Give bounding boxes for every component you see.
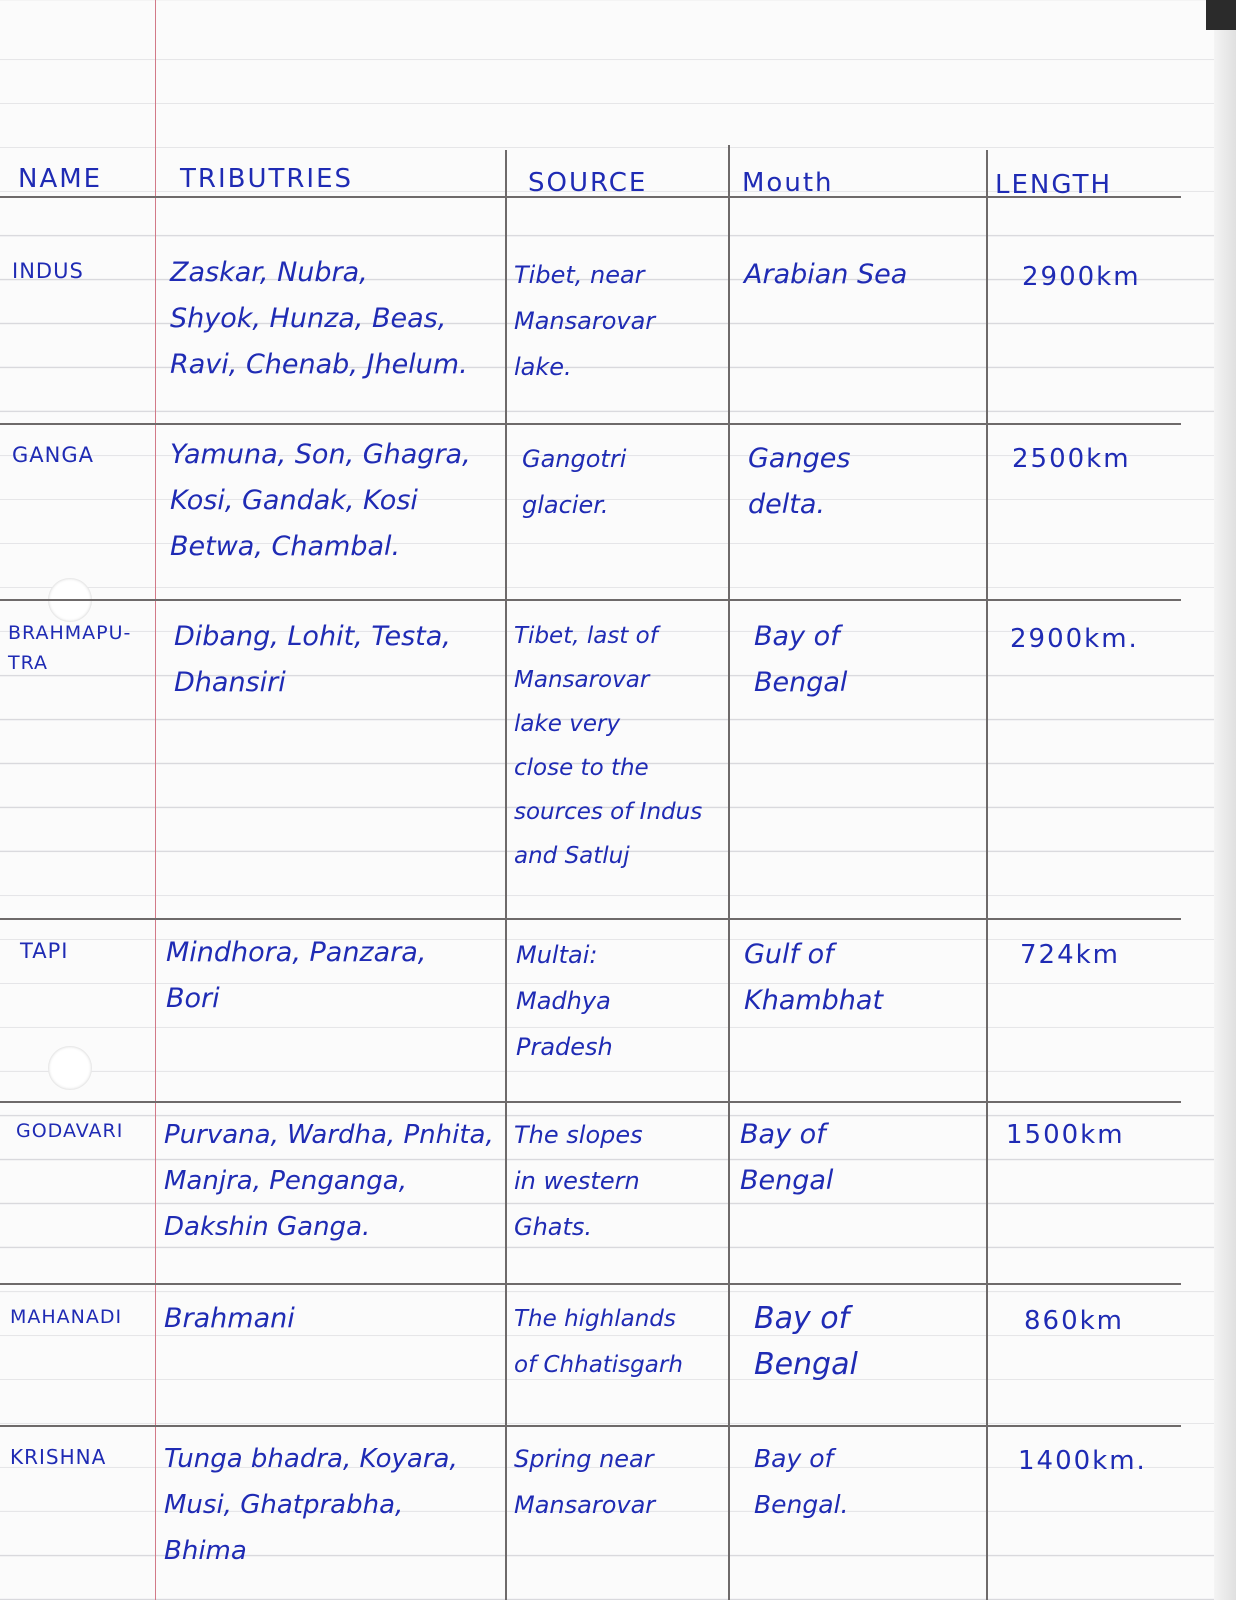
column-divider <box>986 150 988 1600</box>
header-tributaries: TRIBUTRIES <box>180 164 354 194</box>
mouth-cell: Gulf of Khambhat <box>744 939 884 1016</box>
header-length: LENGTH <box>995 170 1113 200</box>
source-cell: Gangotri glacier. <box>522 445 627 519</box>
tributaries-cell: Tunga bhadra, Koyara, Musi, Ghatprabha, Bhima <box>164 1444 458 1566</box>
length-cell: 724km <box>1020 940 1121 970</box>
mouth-cell: Bay of Bengal. <box>754 1444 849 1519</box>
row-divider <box>0 918 1181 920</box>
row-divider <box>0 599 1181 601</box>
source-cell: The slopes in western Ghats. <box>514 1121 643 1241</box>
mouth-cell: Bay of Bengal <box>740 1119 834 1196</box>
page-corner <box>1206 0 1236 30</box>
punch-hole <box>48 1046 92 1090</box>
river-name: INDUS <box>12 259 84 283</box>
row-divider <box>0 423 1181 425</box>
mouth-cell: Bay of Bengal <box>754 621 848 698</box>
row-divider <box>0 1425 1181 1427</box>
page-edge-shadow <box>1214 0 1236 1600</box>
header-source: SOURCE <box>528 168 648 198</box>
tributaries-cell: Mindhora, Panzara, Bori <box>166 937 427 1014</box>
river-name: GODAVARI <box>16 1120 124 1142</box>
length-cell: 2900km. <box>1010 624 1139 654</box>
length-cell: 1500km <box>1006 1120 1125 1150</box>
tributaries-cell: Zaskar, Nubra, Shyok, Hunza, Beas, Ravi, Chenab, Jhelum. <box>170 257 468 380</box>
column-divider <box>505 150 507 1600</box>
tributaries-cell: Yamuna, Son, Ghagra, Kosi, Gandak, Kosi Betwa, Chambal. <box>170 439 471 562</box>
river-name: GANGA <box>12 443 94 467</box>
river-name: TAPI <box>20 939 69 963</box>
source-cell: Multai: Madhya Pradesh <box>516 941 613 1061</box>
row-divider <box>0 1283 1181 1285</box>
length-cell: 2500km <box>1012 444 1131 474</box>
margin-line <box>155 0 156 1600</box>
river-name: MAHANADI <box>10 1306 123 1328</box>
tributaries-cell: Dibang, Lohit, Testa, Dhansiri <box>174 621 451 698</box>
source-cell: Tibet, last of Mansarovar lake very close to the sources of Indus and Satluj <box>514 623 703 869</box>
tributaries-cell: Purvana, Wardha, Pnhita, Manjra, Penganga, Dakshin Ganga. <box>164 1120 494 1242</box>
length-cell: 1400km. <box>1018 1446 1147 1476</box>
source-cell: The highlands of Chhatisgarh <box>514 1306 683 1378</box>
source-cell: Tibet, near Mansarovar lake. <box>514 261 656 381</box>
length-cell: 2900km <box>1022 262 1141 292</box>
header-name: NAME <box>18 164 103 194</box>
mouth-cell: Bay of Bengal <box>754 1301 858 1382</box>
length-cell: 860km <box>1024 1306 1125 1336</box>
column-divider <box>728 145 730 1600</box>
river-name: BRAHMAPU- TRA <box>8 622 132 674</box>
row-divider <box>0 1101 1181 1103</box>
mouth-cell: Ganges delta. <box>748 443 851 520</box>
tributaries-cell: Brahmani <box>164 1303 295 1334</box>
mouth-cell: Arabian Sea <box>744 259 908 290</box>
source-cell: Spring near Mansarovar <box>514 1445 656 1519</box>
river-name: KRISHNA <box>10 1445 107 1469</box>
header-mouth: Mouth <box>742 168 834 198</box>
